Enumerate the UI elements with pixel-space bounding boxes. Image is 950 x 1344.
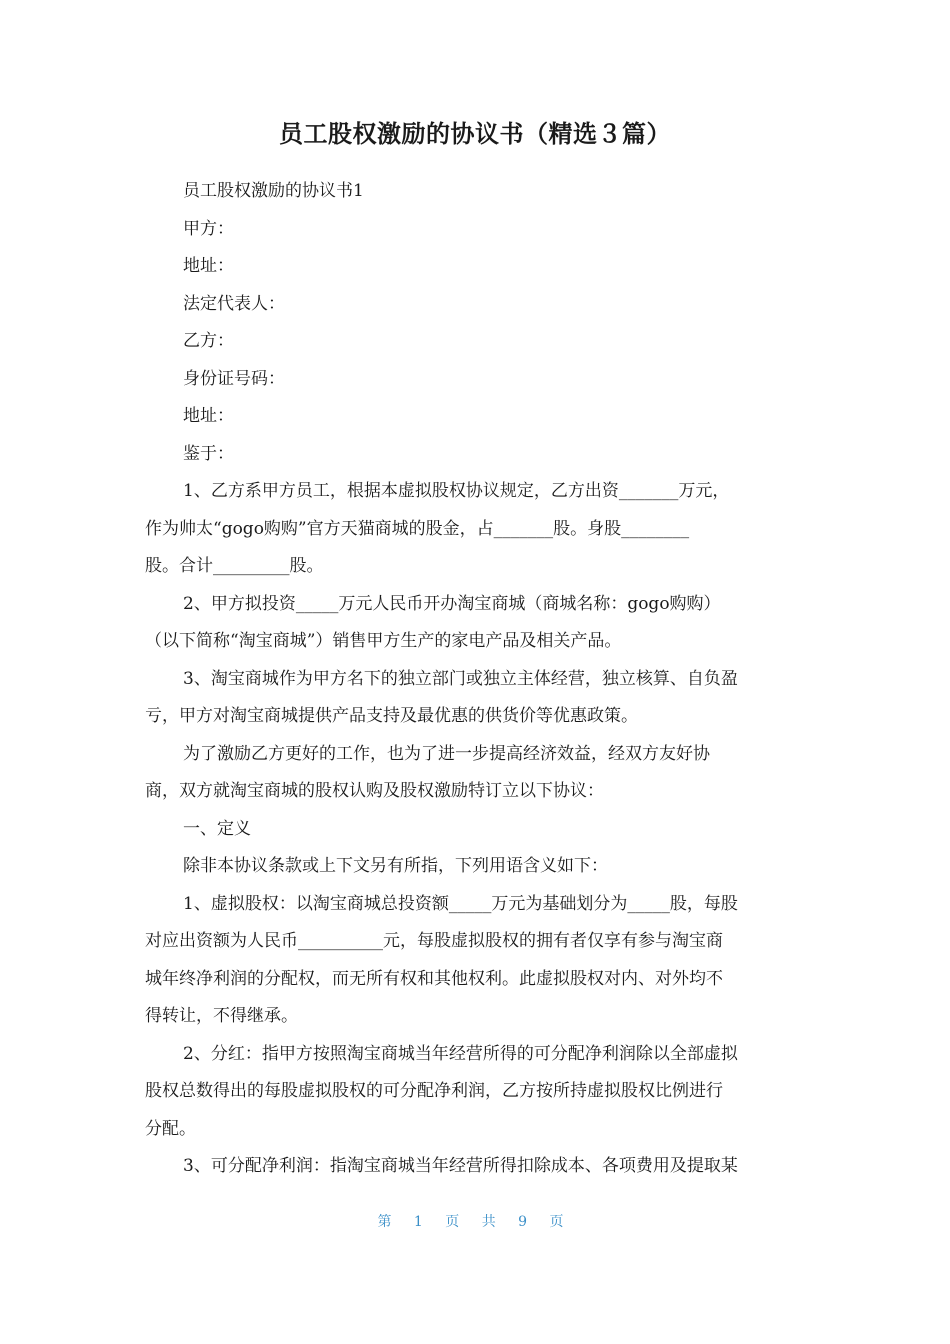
paragraph-line: 3、可分配净利润：指淘宝商城当年经营所得扣除成本、各项费用及提取某 (183, 1156, 738, 1176)
paragraph-line: 法定代表人： (183, 293, 285, 314)
paragraph-line: 乙方： (183, 331, 234, 351)
paragraph-line: 地址： (183, 256, 234, 276)
paragraph-line: 为了激励乙方更好的工作，也为了进一步提高经济效益，经双方友好协 (183, 743, 710, 764)
paragraph-line: 身份证号码： (183, 368, 285, 389)
page-number-footer: 第 1 页 共 9 页 (377, 1214, 573, 1230)
paragraph-line: 股。合计_________股。 (145, 556, 324, 576)
paragraph-line: 地址： (183, 406, 234, 426)
document-title: 员工股权激励的协议书（精选３篇） (279, 120, 671, 148)
paragraph-line: 2、分红：指甲方按照淘宝商城当年经营所得的可分配净利润除以全部虚拟 (183, 1043, 738, 1064)
paragraph-line: 1、虚拟股权：以淘宝商城总投资额_____万元为基础划分为_____股，每股 (183, 893, 738, 914)
paragraph-line: 对应出资额为人民币__________元，每股虚拟股权的拥有者仅享有参与淘宝商 (145, 931, 723, 951)
paragraph-line: 3、淘宝商城作为甲方名下的独立部门或独立主体经营，独立核算、自负盈 (183, 668, 738, 689)
paragraph-line: 城年终净利润的分配权，而无所有权和其他权利。此虚拟股权对内、对外均不 (145, 968, 723, 989)
paragraph-line: 亏，甲方对淘宝商城提供产品支持及最优惠的供货价等优惠政策。 (145, 706, 638, 726)
paragraph-line: 员工股权激励的协议书1 (183, 181, 364, 201)
paragraph-line: 除非本协议条款或上下文另有所指，下列用语含义如下： (183, 856, 608, 876)
paragraph-line: 甲方： (183, 218, 234, 239)
document-body (145, 173, 808, 1186)
paragraph-line: 股权总数得出的每股虚拟股权的可分配净利润，乙方按所持虚拟股权比例进行 (145, 1081, 723, 1101)
paragraph-line: （以下简称“淘宝商城”）销售甲方生产的家电产品及相关产品。 (145, 631, 622, 651)
section-heading: 一、定义 (183, 818, 251, 839)
paragraph-line: 商，双方就淘宝商城的股权认购及股权激励特订立以下协议： (145, 781, 604, 801)
paragraph-line: 1、乙方系甲方员工，根据本虚拟股权协议规定，乙方出资_______万元， (183, 481, 730, 501)
paragraph-line: 2、甲方拟投资_____万元人民币开办淘宝商城（商城名称：gogo购购） (183, 593, 721, 614)
paragraph-line: 鉴于： (183, 443, 234, 464)
paragraph-line: 得转让，不得继承。 (145, 1006, 298, 1026)
paragraph-line: 作为帅太“gogo购购”官方天猫商城的股金，占_______股。身股________ (145, 518, 690, 539)
paragraph-line: 分配。 (145, 1118, 196, 1139)
